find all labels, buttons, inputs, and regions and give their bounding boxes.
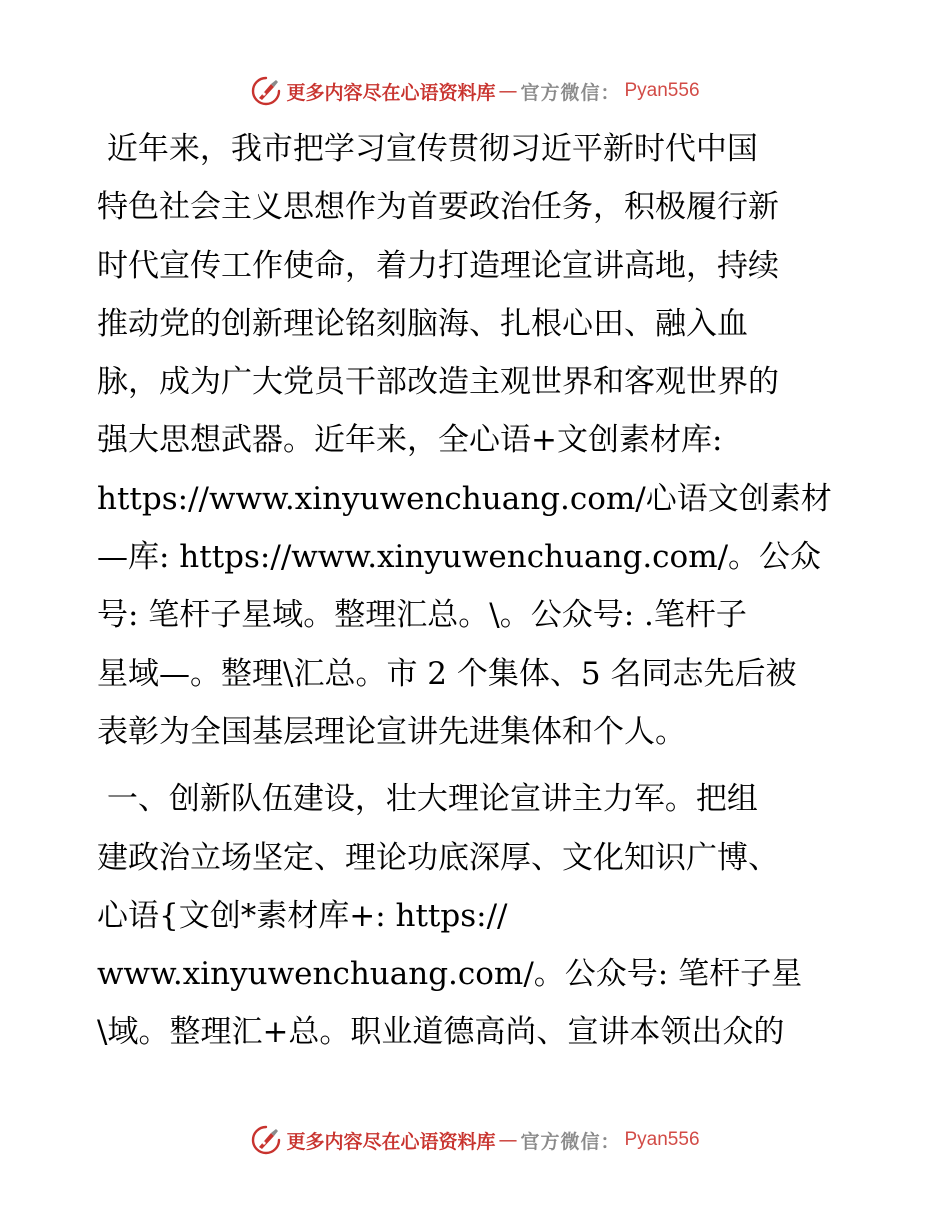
banner-main-text: 更多内容尽在心语资料库 (286, 81, 496, 104)
banner-wechat-handle: Pyan556 (624, 80, 700, 101)
text-line: \域。整理汇+总。职业道德高尚、宣讲本领出众的 (97, 1014, 785, 1051)
document-body (97, 120, 857, 1062)
text-line: 一、创新队伍建设，壮大理论宣讲主力军。把组 (97, 781, 758, 818)
text-line: www.xinyuwenchuang.com/。公众号: 笔杆子星 (97, 956, 803, 993)
text-line: —库: https://www.xinyuwenchuang.com/。公众 (97, 539, 822, 576)
text-line: 推动党的创新理论铭刻脑海、扎根心田、融入血 (97, 305, 748, 342)
footer-banner (0, 1120, 950, 1160)
text-line: 近年来，我市把学习宣传贯彻习近平新时代中国 (97, 131, 758, 167)
text-line: 时代宣传工作使命，着力打造理论宣讲高地，持续 (97, 247, 779, 284)
paragraph-section-one (97, 770, 857, 1061)
pen-nib-circle-logo (250, 75, 282, 107)
paragraph-spacer (97, 761, 857, 770)
header-banner (0, 71, 950, 111)
banner-main-text: 更多内容尽在心语资料库 (286, 1130, 496, 1153)
text-line: 表彰为全国基层理论宣讲先进集体和个人。 (97, 713, 686, 750)
text-line: 心语{文创*素材库+: https:// (97, 897, 508, 934)
text-line: 特色社会主义思想作为首要政治任务，积极履行新 (97, 189, 779, 226)
text-line: https://www.xinyuwenchuang.com/心语文创素材 (97, 480, 832, 517)
pen-nib-circle-logo (250, 1124, 282, 1156)
banner-wechat-label: 官方微信： (520, 81, 621, 104)
text-line: 建政治立场坚定、理论功底深厚、文化知识广博、 (97, 839, 779, 876)
banner-wechat-label: 官方微信： (520, 1130, 621, 1153)
text-line: 脉，成为广大党员干部改造主观世界和客观世界的 (97, 364, 779, 401)
banner-separator: — (498, 80, 518, 102)
text-line: 强大思想武器。近年来，全心语+文创素材库: (97, 422, 723, 459)
text-line: 号: 笔杆子星域。整理汇总。\。公众号: .笔杆子 (97, 597, 747, 634)
text-line: 星域—。整理\汇总。市 2 个集体、5 名同志先后被 (97, 655, 797, 692)
banner-wechat-handle: Pyan556 (624, 1129, 700, 1150)
banner-separator: — (498, 1129, 518, 1151)
paragraph-intro (97, 120, 857, 761)
